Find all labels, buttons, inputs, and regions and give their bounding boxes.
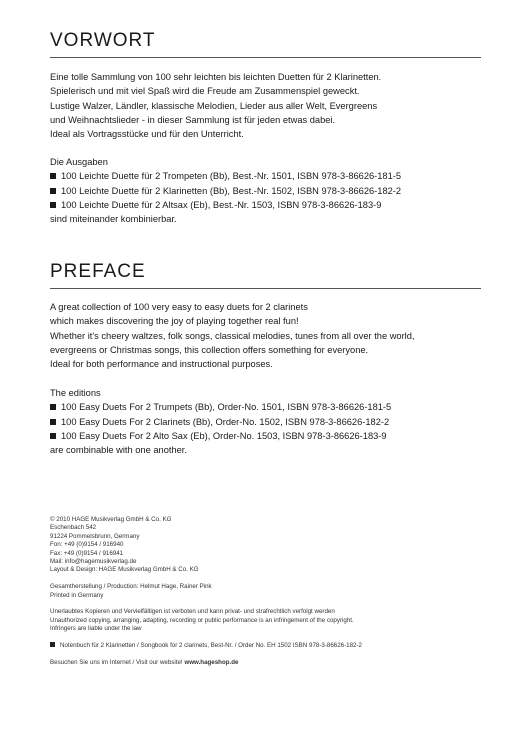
- edition-text: 100 Easy Duets For 2 Clarinets (Bb), Order-No. 1502, ISBN 978-3-86626-182-2: [61, 416, 390, 427]
- imprint-line: Gesamtherstellung / Production: Helmut Hage, Rainer Pink: [50, 583, 212, 591]
- imprint-line: Eschenbach 542: [50, 524, 97, 532]
- square-bullet-icon: [50, 173, 56, 179]
- vorwort-title: VORWORT: [50, 30, 156, 51]
- preface-editions-footer: are combinable with one another.: [50, 445, 187, 456]
- vorwort-line: Ideal als Vortragsstücke und für den Unterricht.: [50, 129, 244, 140]
- vorwort-body: [50, 70, 490, 141]
- list-item: [50, 415, 490, 429]
- vorwort-editions: [50, 155, 490, 226]
- preface-line: which makes discovering the joy of playing together real fun!: [50, 316, 299, 327]
- preface-editions: [50, 386, 490, 457]
- preface-rule: [50, 288, 481, 289]
- vorwort-rule: [50, 57, 481, 58]
- preface-body: [50, 300, 490, 371]
- imprint-line: 91224 Pommelsbrunn, Germany: [50, 532, 140, 540]
- edition-text: 100 Leichte Duette für 2 Klarinetten (Bb), Best.-Nr. 1502, ISBN 978-3-86626-182-2: [61, 185, 402, 196]
- imprint-line: © 2010 HAGE Musikverlag GmbH & Co. KG: [50, 516, 172, 523]
- preface-line: Whether it's cheery waltzes, folk songs, classical melodies, tunes from all over the world,: [50, 330, 415, 341]
- vorwort-line: und Weihnachtslieder - in dieser Sammlung ist für jeden etwas dabei.: [50, 114, 336, 125]
- preface-line: Ideal for both performance and instructional purposes.: [50, 359, 273, 370]
- vorwort-line: Lustige Walzer, Ländler, klassische Melodien, Lieder aus aller Welt, Evergreens: [50, 100, 378, 111]
- vorwort-editions-heading: Die Ausgaben: [50, 157, 108, 167]
- square-bullet-icon: [50, 202, 56, 208]
- list-item: [50, 400, 490, 414]
- preface-title: PREFACE: [50, 261, 146, 282]
- preface-line: evergreens or Christmas songs, this collection offers something for everyone.: [50, 344, 369, 355]
- preface-editions-list: [50, 400, 490, 443]
- vorwort-line: Eine tolle Sammlung von 100 sehr leichten bis leichten Duetten für 2 Klarinetten.: [50, 72, 382, 82]
- square-bullet-icon: [50, 188, 56, 194]
- imprint-line: Fon: +49 (0)9154 / 916940: [50, 541, 124, 549]
- visit-prefix: Besuchen Sie uns im Internet / Visit our website!: [50, 658, 185, 666]
- imprint-book-line: [50, 642, 490, 650]
- vorwort-editions-list: [50, 169, 490, 212]
- list-item: [50, 169, 490, 183]
- imprint: [50, 516, 490, 667]
- imprint-line: Mail: info@hagemusikverlag.de: [50, 558, 137, 566]
- list-item: [50, 429, 490, 443]
- imprint-line: Printed in Germany: [50, 591, 104, 599]
- square-bullet-icon: [50, 642, 55, 647]
- square-bullet-icon: [50, 419, 56, 425]
- imprint-visit-line: [50, 659, 490, 667]
- imprint-line: Infringers are liable under the law: [50, 625, 142, 633]
- edition-text: 100 Easy Duets For 2 Trumpets (Bb), Order-No. 1501, ISBN 978-3-86626-181-5: [61, 402, 392, 413]
- preface-editions-heading: The editions: [50, 388, 101, 398]
- imprint-line: Layout & Design: HAGE Musikverlag GmbH & Co. KG: [50, 566, 199, 574]
- edition-text: 100 Leichte Duette für 2 Trompeten (Bb), Best.-Nr. 1501, ISBN 978-3-86626-181-5: [61, 171, 402, 182]
- vorwort-line: Spielerisch und mit viel Spaß wird die Freude am Zusammenspiel geweckt.: [50, 86, 360, 97]
- website-link[interactable]: www.hageshop.de: [184, 658, 239, 666]
- square-bullet-icon: [50, 433, 56, 439]
- list-item: [50, 184, 490, 198]
- square-bullet-icon: [50, 404, 56, 410]
- book-line-text: Notenbuch für 2 Klarinetten / Songbook for 2 clarinets, Best-Nr. / Order No. EH 1502 ISBN 978-3-86626-182-2: [60, 642, 362, 650]
- imprint-line: Unauthorized copying, arranging, adapting, recording or public performance is an infringement of the copyright.: [50, 616, 354, 624]
- preface-line: A great collection of 100 very easy to easy duets for 2 clarinets: [50, 302, 308, 312]
- list-item: [50, 198, 490, 212]
- imprint-line: Fax: +49 (0)9154 / 916941: [50, 549, 124, 557]
- vorwort-editions-footer: sind miteinander kombinierbar.: [50, 214, 177, 225]
- imprint-line: Unerlaubtes Kopieren und Vervielfältigen ist verboten und kann privat- und strafrechtlich verfolgt werden: [50, 608, 335, 616]
- edition-text: 100 Leichte Duette für 2 Altsax (Eb), Best.-Nr. 1503, ISBN 978-3-86626-183-9: [61, 199, 382, 210]
- edition-text: 100 Easy Duets For 2 Alto Sax (Eb), Order-No. 1503, ISBN 978-3-86626-183-9: [61, 430, 387, 441]
